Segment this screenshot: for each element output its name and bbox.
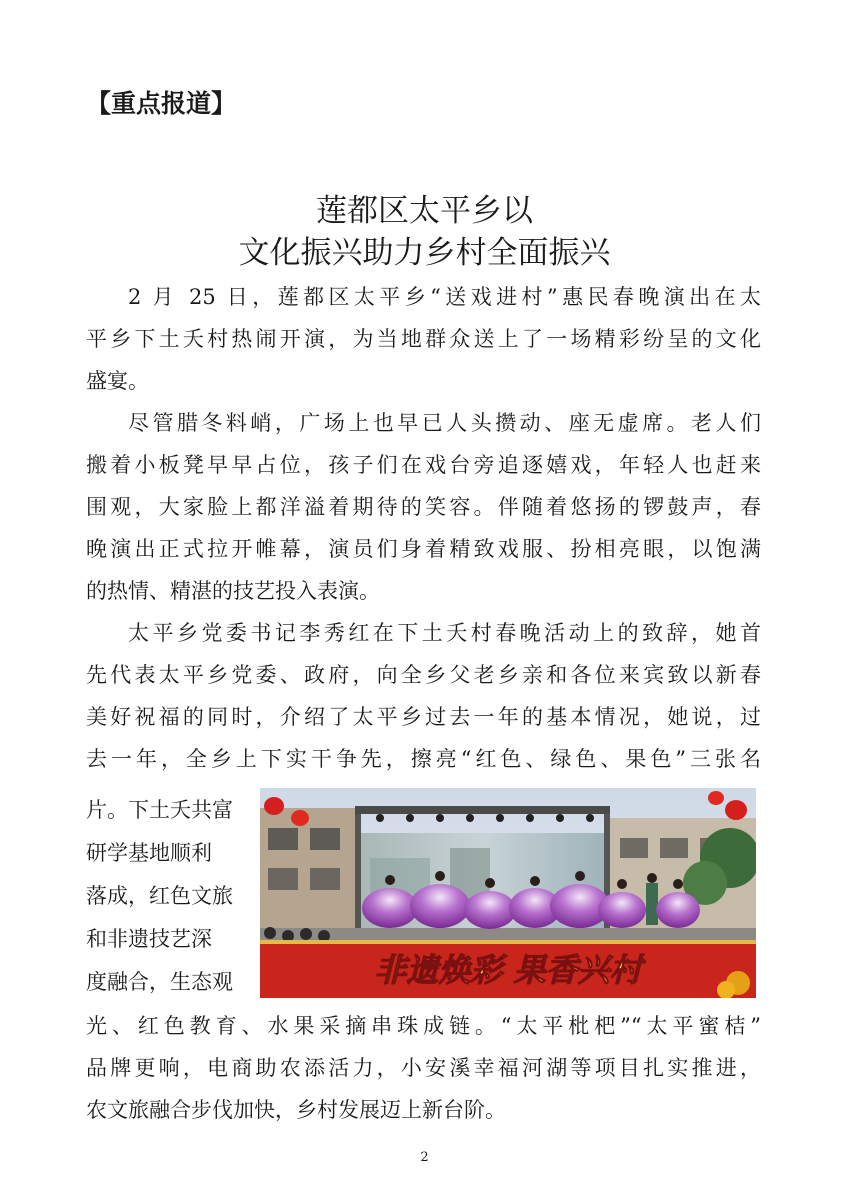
paragraph-2-line: 搬着小板凳早早占位，孩子们在戏台旁追逐嬉戏，年轻人也赶来 bbox=[86, 453, 761, 477]
section-tag: 【重点报道】 bbox=[86, 89, 237, 118]
paragraph-1-line: 2 月 25 日，莲都区太平乡“送戏进村”惠民春晚演出在太 bbox=[128, 285, 761, 309]
paragraph-3-line: 先代表太平乡党委、政府，向全乡父老乡亲和各位来宾致以新春 bbox=[86, 663, 761, 687]
banner-caption: 非遗焕彩 果香兴村 bbox=[374, 951, 642, 989]
paragraph-3-wrap-line: 研学基地顺利 bbox=[86, 841, 212, 865]
paragraph-2-line: 晚演出正式拉开帷幕，演员们身着精致戏服、扮相亮眼，以饱满 bbox=[86, 537, 761, 561]
paragraph-3-line: 光、红色教育、水果采摘串珠成链。“太平枇杷”“太平蜜桔” bbox=[86, 1014, 761, 1038]
paragraph-3-line: 去一年，全乡上下实干争先，擦亮“红色、绿色、果色”三张名 bbox=[86, 747, 761, 771]
paragraph-3-wrap-line: 片。下土夭共富 bbox=[86, 798, 233, 822]
performance-photo bbox=[260, 788, 756, 998]
paragraph-3-wrap-line: 落成，红色文旅 bbox=[86, 884, 233, 908]
article-title-line-1: 莲都区太平乡以 bbox=[316, 192, 533, 229]
paragraph-2-line: 围观，大家脸上都洋溢着期待的笑容。伴随着悠扬的锣鼓声，春 bbox=[86, 495, 761, 519]
paragraph-3-line: 美好祝福的同时，介绍了太平乡过去一年的基本情况，她说，过 bbox=[86, 705, 761, 729]
article-title-line-2: 文化振兴助力乡村全面振兴 bbox=[238, 234, 611, 271]
page-number: 2 bbox=[420, 1150, 429, 1165]
paragraph-2-line: 的热情、精湛的技艺投入表演。 bbox=[86, 579, 380, 603]
paragraph-3-line: 农文旅融合步伐加快，乡村发展迈上新台阶。 bbox=[86, 1098, 506, 1122]
paragraph-3-wrap-line: 和非遗技艺深 bbox=[86, 927, 212, 951]
paragraph-1-line: 平乡下土夭村热闹开演，为当地群众送上了一场精彩纷呈的文化 bbox=[86, 327, 761, 351]
paragraph-3-wrap-line: 度融合，生态观 bbox=[86, 970, 233, 994]
paragraph-2-line: 尽管腊冬料峭，广场上也早已人头攒动、座无虚席。老人们 bbox=[128, 411, 761, 435]
paragraph-3-line: 品牌更响，电商助农添活力，小安溪幸福河湖等项目扎实推进， bbox=[86, 1056, 761, 1080]
paragraph-3-line: 太平乡党委书记李秀红在下土夭村春晚活动上的致辞，她首 bbox=[128, 621, 761, 645]
paragraph-1-line: 盛宴。 bbox=[86, 369, 149, 393]
